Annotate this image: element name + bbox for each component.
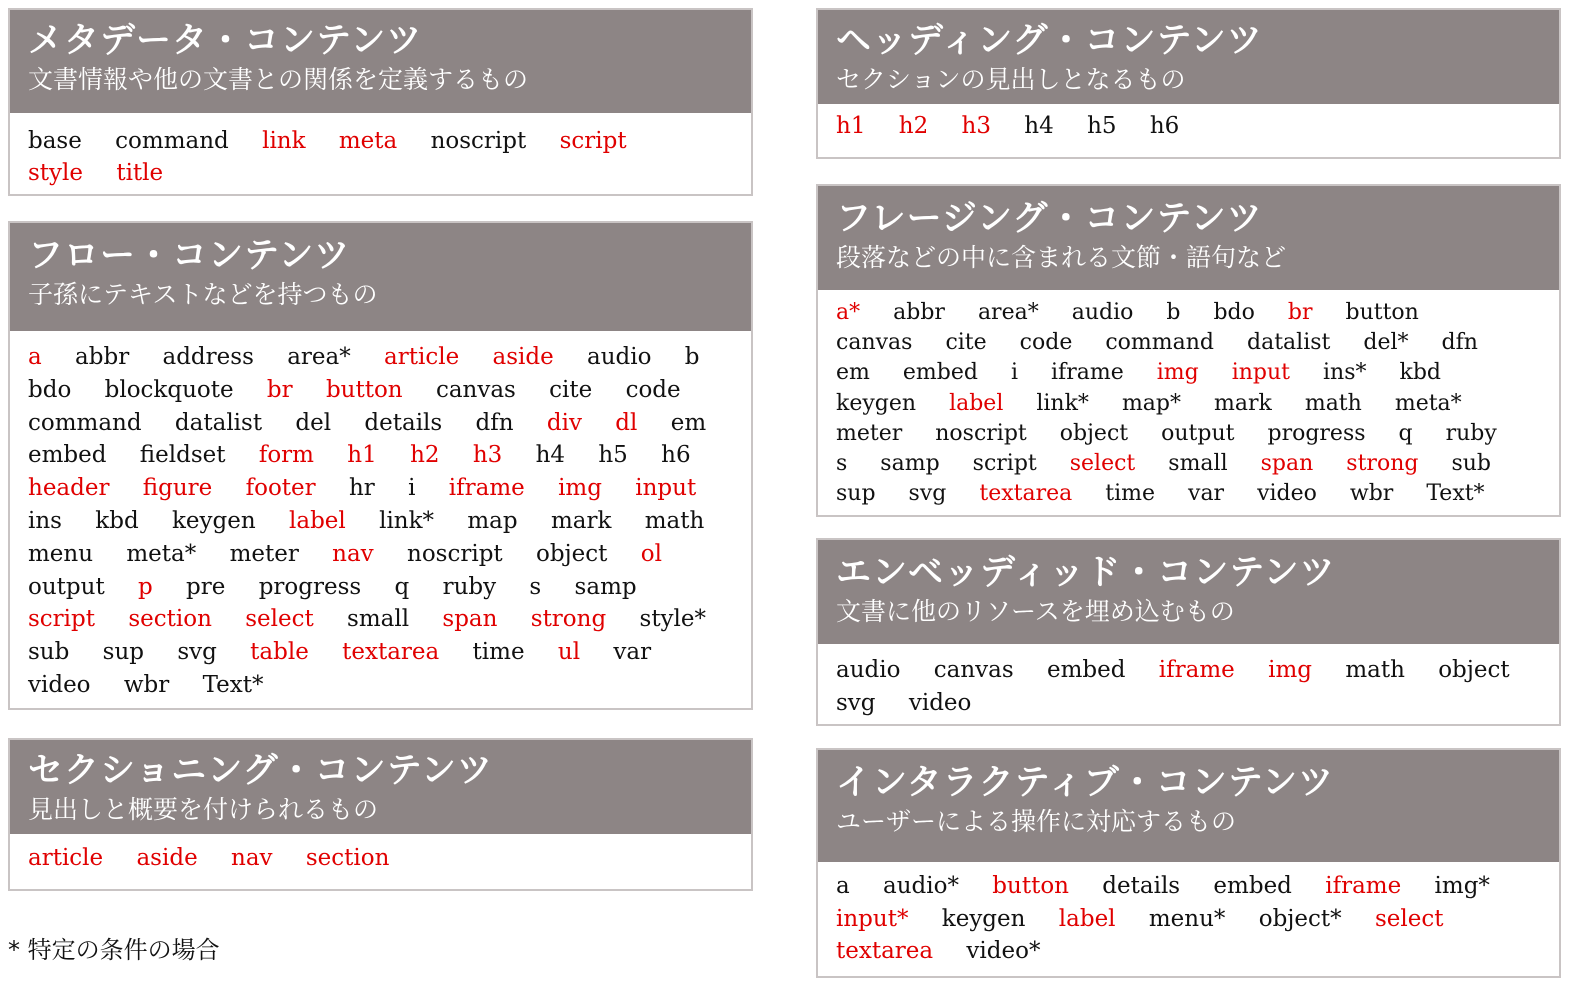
element-tag: Text*: [1426, 481, 1485, 507]
element-tag: h4: [535, 442, 566, 469]
element-tag: iframe: [448, 475, 525, 502]
element-tag: h6: [1149, 113, 1180, 139]
element-tag: var: [613, 639, 652, 666]
element-tag: textarea: [342, 639, 440, 666]
box-title: ヘッディング・コンテンツ: [836, 21, 1263, 61]
element-tag: style*: [639, 606, 707, 633]
element-tag: menu: [28, 540, 94, 567]
element-tag: dl: [615, 409, 638, 436]
element-tag: h5: [1087, 113, 1117, 139]
element-tag: q: [1398, 420, 1413, 446]
element-tag: video: [908, 689, 972, 716]
element-tag: math: [1345, 657, 1405, 683]
element-tag: ol: [640, 540, 662, 567]
element-tag: p: [138, 573, 153, 600]
box-title: インタラクティブ・コンテンツ: [836, 763, 1335, 803]
element-tag: mark: [550, 507, 612, 534]
element-tag: button: [992, 873, 1069, 899]
element-tag: abbr: [75, 344, 130, 370]
element-tag: em: [836, 360, 870, 386]
element-tag: datalist: [174, 409, 263, 436]
box-header: [818, 540, 1559, 644]
element-tag: input*: [836, 905, 909, 932]
element-tag: label: [1058, 905, 1116, 932]
element-tag: br: [1287, 300, 1313, 325]
box-subtitle: 段落などの中に含まれる文節・語句など: [836, 243, 1287, 272]
element-tag: style: [28, 160, 84, 186]
element-tag: keygen: [172, 507, 256, 534]
element-tag: wbr: [123, 671, 170, 698]
element-tag: samp: [574, 573, 637, 600]
element-tag: object: [535, 540, 608, 567]
element-tag: cite: [549, 376, 593, 403]
element-tag: strong: [530, 606, 607, 633]
element-tag: datalist: [1247, 330, 1331, 356]
element-tag: map*: [1121, 390, 1181, 416]
element-tag: noscript: [935, 420, 1027, 446]
element-tag: link*: [1036, 390, 1089, 416]
element-tag: base: [28, 128, 82, 154]
element-list: [10, 331, 751, 702]
element-tag: form: [258, 442, 314, 469]
element-tag: input: [635, 475, 697, 502]
element-tag: progress: [1267, 420, 1366, 446]
element-tag: button: [1345, 300, 1419, 325]
box-title: セクショニング・コンテンツ: [28, 751, 493, 791]
element-tag: sub: [1451, 451, 1491, 477]
element-tag: audio*: [883, 873, 959, 899]
element-list: [10, 834, 751, 874]
element-tag: sup: [836, 481, 876, 507]
element-tag: h2: [898, 113, 929, 139]
element-tag: kbd: [95, 507, 139, 534]
element-tag: link*: [379, 507, 435, 534]
element-tag: sup: [102, 639, 144, 666]
box-header: [818, 10, 1559, 104]
element-tag: h1: [347, 442, 377, 469]
element-tag: label: [949, 390, 1004, 416]
element-tag: svg: [177, 639, 217, 666]
element-tag: h2: [410, 442, 440, 469]
element-tag: object*: [1258, 905, 1342, 932]
element-tag: ul: [557, 639, 581, 666]
element-tag: title: [116, 160, 164, 186]
element-tag: aside: [136, 845, 198, 871]
element-tag: nav: [332, 540, 374, 567]
element-tag: select: [1374, 905, 1444, 932]
element-tag: select: [245, 606, 314, 633]
element-tag: var: [1188, 481, 1225, 507]
element-tag: keygen: [941, 905, 1026, 932]
element-tag: time: [1105, 481, 1156, 507]
element-tag: i: [408, 475, 416, 502]
element-tag: textarea: [979, 481, 1073, 507]
metadata-content-box: [8, 8, 753, 196]
element-tag: meter: [229, 540, 299, 567]
element-tag: header: [28, 475, 110, 502]
element-tag: s: [836, 451, 848, 477]
element-tag: a: [836, 873, 850, 899]
element-tag: h4: [1024, 113, 1054, 139]
element-tag: select: [1069, 451, 1136, 477]
element-tag: img*: [1434, 873, 1490, 899]
element-tag: area*: [977, 300, 1039, 325]
element-tag: figure: [142, 475, 213, 502]
flow-content-box: [8, 221, 753, 710]
element-tag: span: [442, 606, 498, 633]
element-tag: input: [1231, 360, 1291, 386]
element-tag: code: [1019, 330, 1073, 356]
element-tag: video: [28, 671, 91, 698]
element-tag: math: [644, 507, 705, 534]
element-tag: meter: [836, 420, 903, 446]
element-tag: progress: [258, 573, 362, 600]
sectioning-content-box: [8, 738, 753, 891]
box-title: エンベッディッド・コンテンツ: [836, 553, 1336, 593]
element-tag: i: [1010, 360, 1019, 386]
element-tag: command: [28, 409, 142, 436]
box-subtitle: 子孫にテキストなどを持つもの: [28, 280, 378, 309]
element-tag: time: [472, 639, 525, 666]
element-tag: ruby: [442, 573, 497, 600]
box-subtitle: 見出しと概要を付けられるもの: [28, 795, 379, 824]
element-tag: img: [1268, 657, 1312, 683]
element-tag: svg: [836, 689, 876, 716]
box-subtitle: セクションの見出しとなるもの: [836, 65, 1186, 94]
box-title: フロー・コンテンツ: [28, 236, 351, 276]
phrasing-content-box: [816, 184, 1561, 517]
element-tag: small: [1168, 451, 1228, 477]
element-tag: embed: [28, 442, 107, 469]
element-tag: canvas: [933, 657, 1014, 683]
element-tag: video*: [966, 938, 1041, 964]
element-tag: bdo: [28, 376, 72, 403]
box-header: [10, 223, 751, 331]
element-list: [10, 113, 751, 189]
element-tag: h5: [598, 442, 628, 469]
element-tag: b: [1166, 300, 1181, 325]
embedded-content-box: [816, 538, 1561, 726]
element-tag: bdo: [1213, 300, 1255, 325]
element-tag: sub: [28, 639, 70, 666]
box-title: フレージング・コンテンツ: [836, 199, 1263, 239]
element-tag: noscript: [430, 128, 527, 154]
element-tag: del*: [1363, 330, 1409, 356]
element-tag: a*: [836, 300, 861, 325]
element-tag: samp: [880, 451, 940, 477]
element-tag: meta*: [1394, 390, 1462, 416]
element-tag: label: [289, 507, 346, 534]
element-tag: noscript: [407, 540, 503, 567]
element-tag: code: [625, 376, 681, 403]
element-tag: embed: [1213, 873, 1292, 899]
element-tag: a: [28, 344, 42, 370]
element-tag: hr: [348, 475, 375, 502]
element-tag: div: [546, 409, 582, 436]
element-tag: menu*: [1148, 905, 1226, 932]
element-tag: dfn: [1441, 330, 1478, 356]
element-tag: strong: [1346, 451, 1419, 477]
element-tag: script: [559, 128, 627, 154]
element-tag: s: [529, 573, 542, 600]
element-tag: q: [394, 573, 410, 600]
element-tag: area*: [287, 344, 351, 370]
footnote: * 特定の条件の場合: [8, 936, 220, 964]
element-tag: abbr: [893, 300, 945, 325]
element-tag: Text*: [202, 671, 264, 698]
element-tag: link: [262, 128, 306, 154]
element-tag: section: [305, 845, 390, 871]
element-tag: math: [1304, 390, 1362, 416]
element-tag: embed: [1047, 657, 1126, 683]
element-tag: article: [384, 344, 460, 370]
element-list: [818, 644, 1559, 719]
element-list: [818, 290, 1559, 509]
element-tag: textarea: [836, 938, 934, 964]
box-subtitle: ユーザーによる操作に対応するもの: [836, 807, 1237, 836]
element-tag: canvas: [435, 376, 516, 403]
element-tag: h3: [961, 113, 991, 139]
element-tag: canvas: [836, 330, 913, 356]
element-tag: h6: [661, 442, 691, 469]
element-tag: audio: [587, 344, 652, 370]
element-tag: ruby: [1445, 420, 1497, 446]
element-tag: meta*: [126, 540, 197, 567]
box-title: メタデータ・コンテンツ: [28, 21, 423, 61]
element-tag: keygen: [836, 390, 917, 416]
element-tag: iframe: [1325, 873, 1402, 899]
element-tag: del: [295, 409, 332, 436]
element-tag: details: [1102, 873, 1181, 899]
element-tag: meta: [338, 128, 398, 154]
element-tag: h1: [836, 113, 866, 139]
box-header: [10, 740, 751, 834]
element-tag: ins*: [1323, 360, 1367, 386]
element-tag: output: [1161, 420, 1235, 446]
element-tag: wbr: [1349, 481, 1394, 507]
element-tag: script: [972, 451, 1037, 477]
element-tag: map: [467, 507, 518, 534]
box-header: [818, 750, 1559, 862]
element-tag: details: [364, 409, 443, 436]
element-tag: script: [28, 606, 96, 633]
element-tag: img: [1156, 360, 1199, 386]
element-tag: blockquote: [104, 376, 234, 403]
element-tag: object: [1059, 420, 1129, 446]
box-subtitle: 文書情報や他の文書との関係を定義するもの: [28, 65, 529, 94]
element-tag: b: [684, 344, 700, 370]
element-tag: svg: [908, 481, 947, 507]
element-tag: fieldset: [139, 442, 226, 469]
element-tag: span: [1260, 451, 1314, 477]
element-tag: iframe: [1158, 657, 1235, 683]
interactive-content-box: [816, 748, 1561, 978]
element-tag: pre: [186, 573, 226, 600]
element-list: [818, 862, 1559, 968]
element-tag: audio: [836, 657, 901, 683]
box-header: [10, 10, 751, 113]
element-tag: iframe: [1051, 360, 1124, 386]
element-tag: mark: [1214, 390, 1272, 416]
heading-content-box: [816, 8, 1561, 159]
element-tag: object: [1438, 657, 1510, 683]
element-tag: command: [115, 128, 229, 154]
box-subtitle: 文書に他のリソースを埋め込むもの: [836, 597, 1235, 626]
element-tag: address: [162, 344, 254, 370]
element-tag: kbd: [1399, 360, 1442, 386]
element-tag: aside: [492, 344, 554, 370]
box-header: [818, 186, 1559, 290]
element-tag: table: [250, 639, 309, 666]
element-tag: h3: [472, 442, 503, 469]
element-tag: ins: [28, 507, 62, 534]
element-tag: section: [128, 606, 212, 633]
element-tag: em: [670, 409, 707, 436]
element-tag: cite: [945, 330, 987, 356]
element-tag: embed: [902, 360, 978, 386]
element-tag: button: [325, 376, 403, 403]
element-tag: command: [1105, 330, 1215, 356]
element-tag: footer: [245, 475, 316, 502]
element-tag: article: [28, 845, 104, 871]
element-tag: small: [347, 606, 410, 633]
element-tag: img: [558, 475, 602, 502]
element-tag: output: [28, 573, 105, 600]
element-tag: br: [266, 376, 293, 403]
element-list: [818, 104, 1559, 142]
element-tag: dfn: [475, 409, 514, 436]
element-tag: audio: [1071, 300, 1134, 325]
element-tag: nav: [231, 845, 273, 871]
element-tag: video: [1257, 481, 1317, 507]
